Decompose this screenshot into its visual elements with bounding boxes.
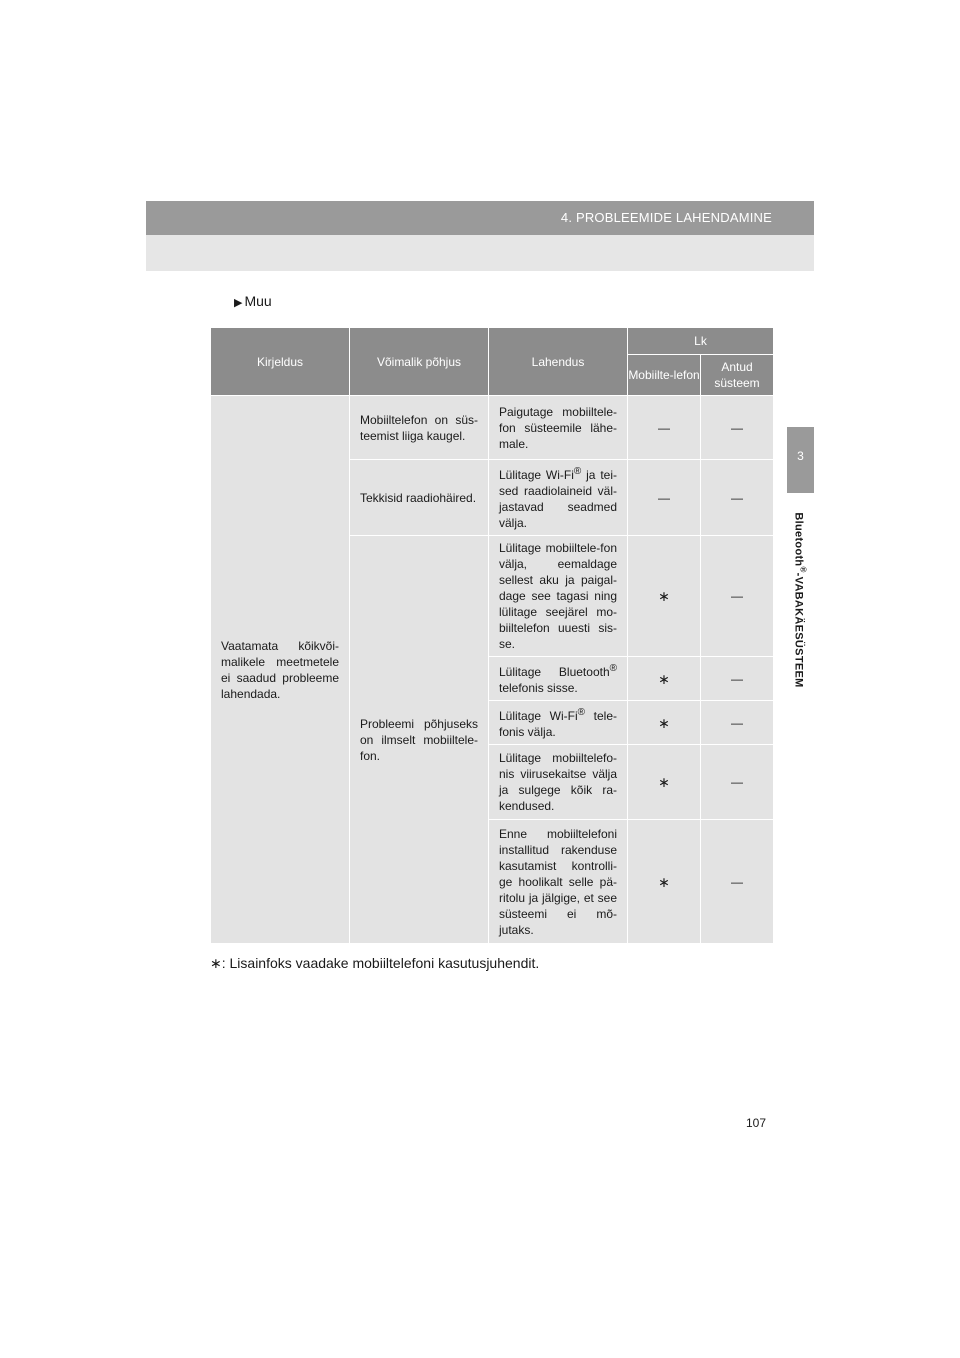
section-title <box>234 293 272 309</box>
header-kirjeldus: Kirjeldus <box>211 328 350 396</box>
chapter-side-label <box>793 512 808 687</box>
page-number: 107 <box>746 1116 767 1130</box>
remedy-cell: Lülitage mobiiltelefo-nis viirusekaitse välja ja sulgege kõik ra-kendused. <box>489 745 628 820</box>
header-susteem: Antud süsteem <box>701 355 774 396</box>
page-ref-system: — <box>701 657 774 701</box>
header-lahendus: Lahendus <box>489 328 628 396</box>
cause-cell: Probleemi põhjuseks on ilmselt mobiiltele-fon. <box>350 536 489 944</box>
page-ref-system: — <box>701 536 774 657</box>
page-ref-phone: — <box>628 396 701 460</box>
side-label-reg: ® <box>798 566 808 573</box>
page-ref-phone: — <box>628 460 701 536</box>
description-cell: Vaatamata kõikvõi-malikele meetmetele ei saadud probleeme lahendada. <box>211 396 350 944</box>
header-lk: Lk <box>628 328 774 355</box>
page-ref-phone: ∗ <box>628 701 701 745</box>
side-label-suffix: -VABAKÄESÜSTEEM <box>792 572 805 688</box>
chapter-tab-number: 3 <box>797 449 804 463</box>
footnote: ∗: Lisainfoks vaadake mobiiltelefoni kasutusjuhendit. <box>210 955 540 971</box>
section-arrow-icon: ▶ <box>234 297 243 309</box>
remedy-text: telefonis sisse. <box>499 681 578 695</box>
page-ref-system: — <box>701 396 774 460</box>
page-ref-system: — <box>701 460 774 536</box>
chapter-tab <box>787 427 814 493</box>
page-ref-system: — <box>701 820 774 944</box>
cause-cell: Mobiiltelefon on süs-teemist liiga kaugel. <box>350 396 489 460</box>
page-ref-phone: ∗ <box>628 657 701 701</box>
header-mobiil: Mobiilte-lefon <box>628 355 701 396</box>
reg-mark: ® <box>573 466 582 477</box>
remedy-cell <box>489 460 628 536</box>
section-title-text: Muu <box>244 293 272 309</box>
reg-mark: ® <box>609 663 617 674</box>
page-ref-system: — <box>701 745 774 820</box>
side-label-prefix: Bluetooth <box>792 512 805 567</box>
header-pohjus: Võimalik põhjus <box>350 328 489 396</box>
page-ref-phone: ∗ <box>628 745 701 820</box>
chapter-header <box>146 201 814 271</box>
reg-mark: ® <box>577 707 586 718</box>
chapter-title: 4. PROBLEEMIDE LAHENDAMINE <box>560 210 772 225</box>
remedy-cell <box>489 657 628 701</box>
remedy-cell <box>489 701 628 745</box>
remedy-cell: Enne mobiiltelefoni installitud rakenduse kasutamist kontrolli-ge hoolikalt selle pä-ritolu ja jälgige, et see süsteemi ei mõ-jutaks. <box>489 820 628 944</box>
chapter-header-bar <box>146 201 814 235</box>
page-ref-phone: ∗ <box>628 820 701 944</box>
remedy-text: Lülitage Bluetooth <box>499 665 610 679</box>
cause-cell: Tekkisid raadiohäired. <box>350 460 489 536</box>
page-ref-system: — <box>701 701 774 745</box>
remedy-text: ja tei-sed raadiolaineid väl-jastavad seadmed välja. <box>499 468 617 530</box>
remedy-text: tele-fonis välja. <box>499 709 617 739</box>
remedy-cell: Lülitage mobiiltele-fon välja, eemaldage sellest aku ja paigal-dage see tagasi ning lülitage seejärel mo-biiltelefon uuesti sis-se. <box>489 536 628 657</box>
remedy-text: Lülitage Wi-Fi <box>499 468 574 482</box>
remedy-cell: Paigutage mobiiltele-fon süsteemile lähe-male. <box>489 396 628 460</box>
troubleshooting-table <box>210 327 774 944</box>
remedy-text: Lülitage Wi-Fi <box>499 709 578 723</box>
page-ref-phone: ∗ <box>628 536 701 657</box>
